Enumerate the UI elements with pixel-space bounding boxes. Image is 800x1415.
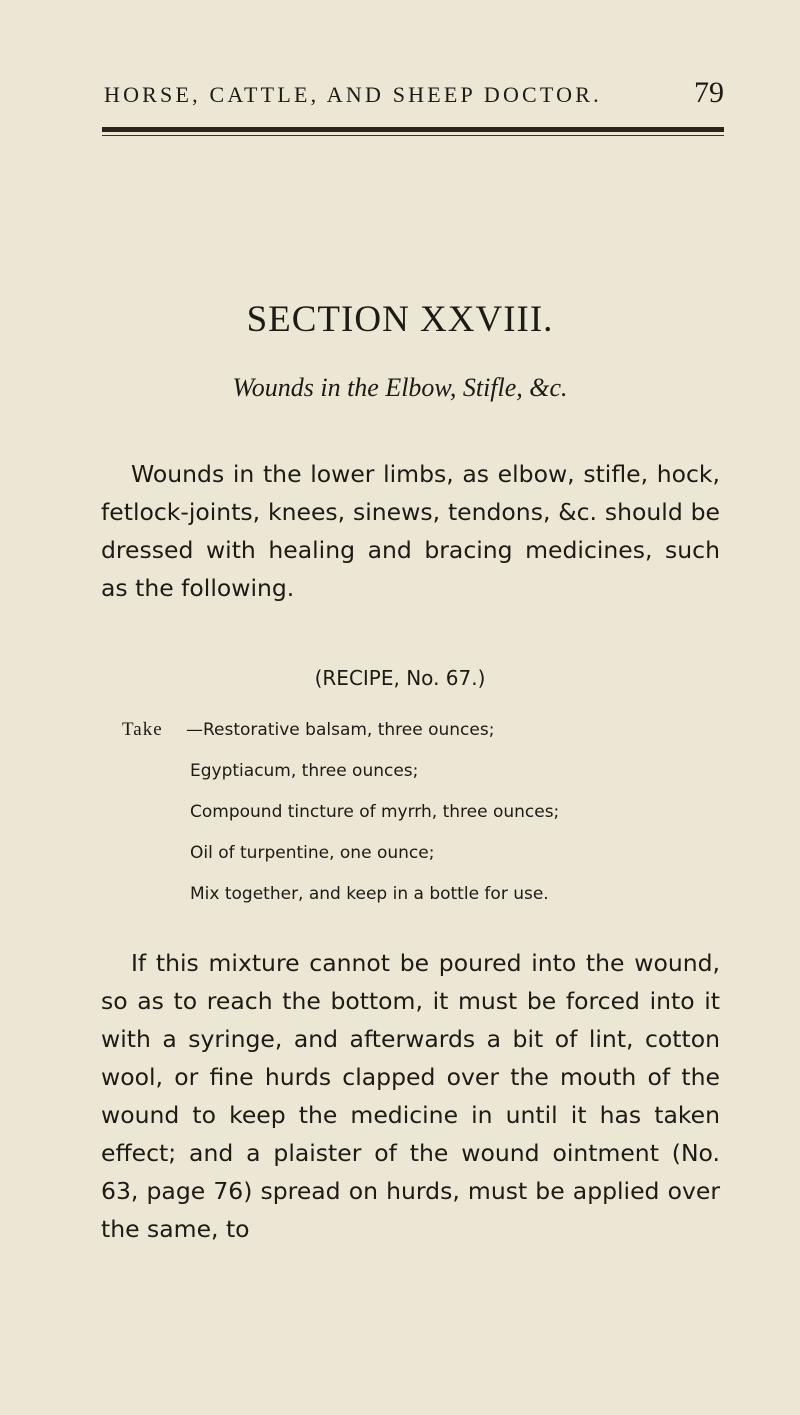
recipe-line — [122, 800, 722, 841]
header-rule-thin — [102, 135, 724, 136]
running-head — [104, 76, 724, 110]
running-title: HORSE, CATTLE, AND SHEEP DOCTOR. — [104, 82, 602, 107]
recipe-title: (RECIPE, No. 67.) — [314, 666, 486, 690]
section-heading: SECTION XXVIII. — [246, 299, 554, 340]
paragraph-instructions: If this mixture cannot be poured into the wound, so as to reach the bottom, it must be forced into it with a syringe, and afterwards a bit of lint, cotton wool, or fine hurds clapped over the mouth of the wound to keep the medicine in until it has taken effect; and a plaister of the wound ointment (No. 63, page 76) spread on hurds, must be applied over the same, to — [101, 949, 720, 1243]
recipe-line — [122, 718, 722, 759]
recipe-ingredient-list — [122, 718, 722, 923]
page-number: 79 — [694, 76, 724, 109]
paragraph-intro: Wounds in the lower limbs, as elbow, stifle, hock, fetlock-joints, knees, sinews, tendons, &c. should be dressed with healing and bracing medicines, such as the following. — [101, 460, 720, 602]
recipe-line-text: Oil of turpentine, one ounce; — [190, 843, 435, 863]
take-word: Take — [122, 719, 163, 740]
recipe-line — [122, 759, 722, 800]
header-rule-thick — [102, 127, 724, 132]
recipe-line-text: Compound tincture of myrrh, three ounces; — [190, 802, 560, 822]
recipe-line — [122, 841, 722, 882]
recipe-line-text: Egyptiacum, three ounces; — [190, 761, 419, 781]
recipe-line-text: —Restorative balsam, three ounces; — [186, 720, 495, 740]
recipe-line-text: Mix together, and keep in a bottle for use. — [190, 884, 549, 904]
recipe-line — [122, 882, 722, 923]
section-subtitle: Wounds in the Elbow, Stifle, &c. — [232, 373, 568, 402]
